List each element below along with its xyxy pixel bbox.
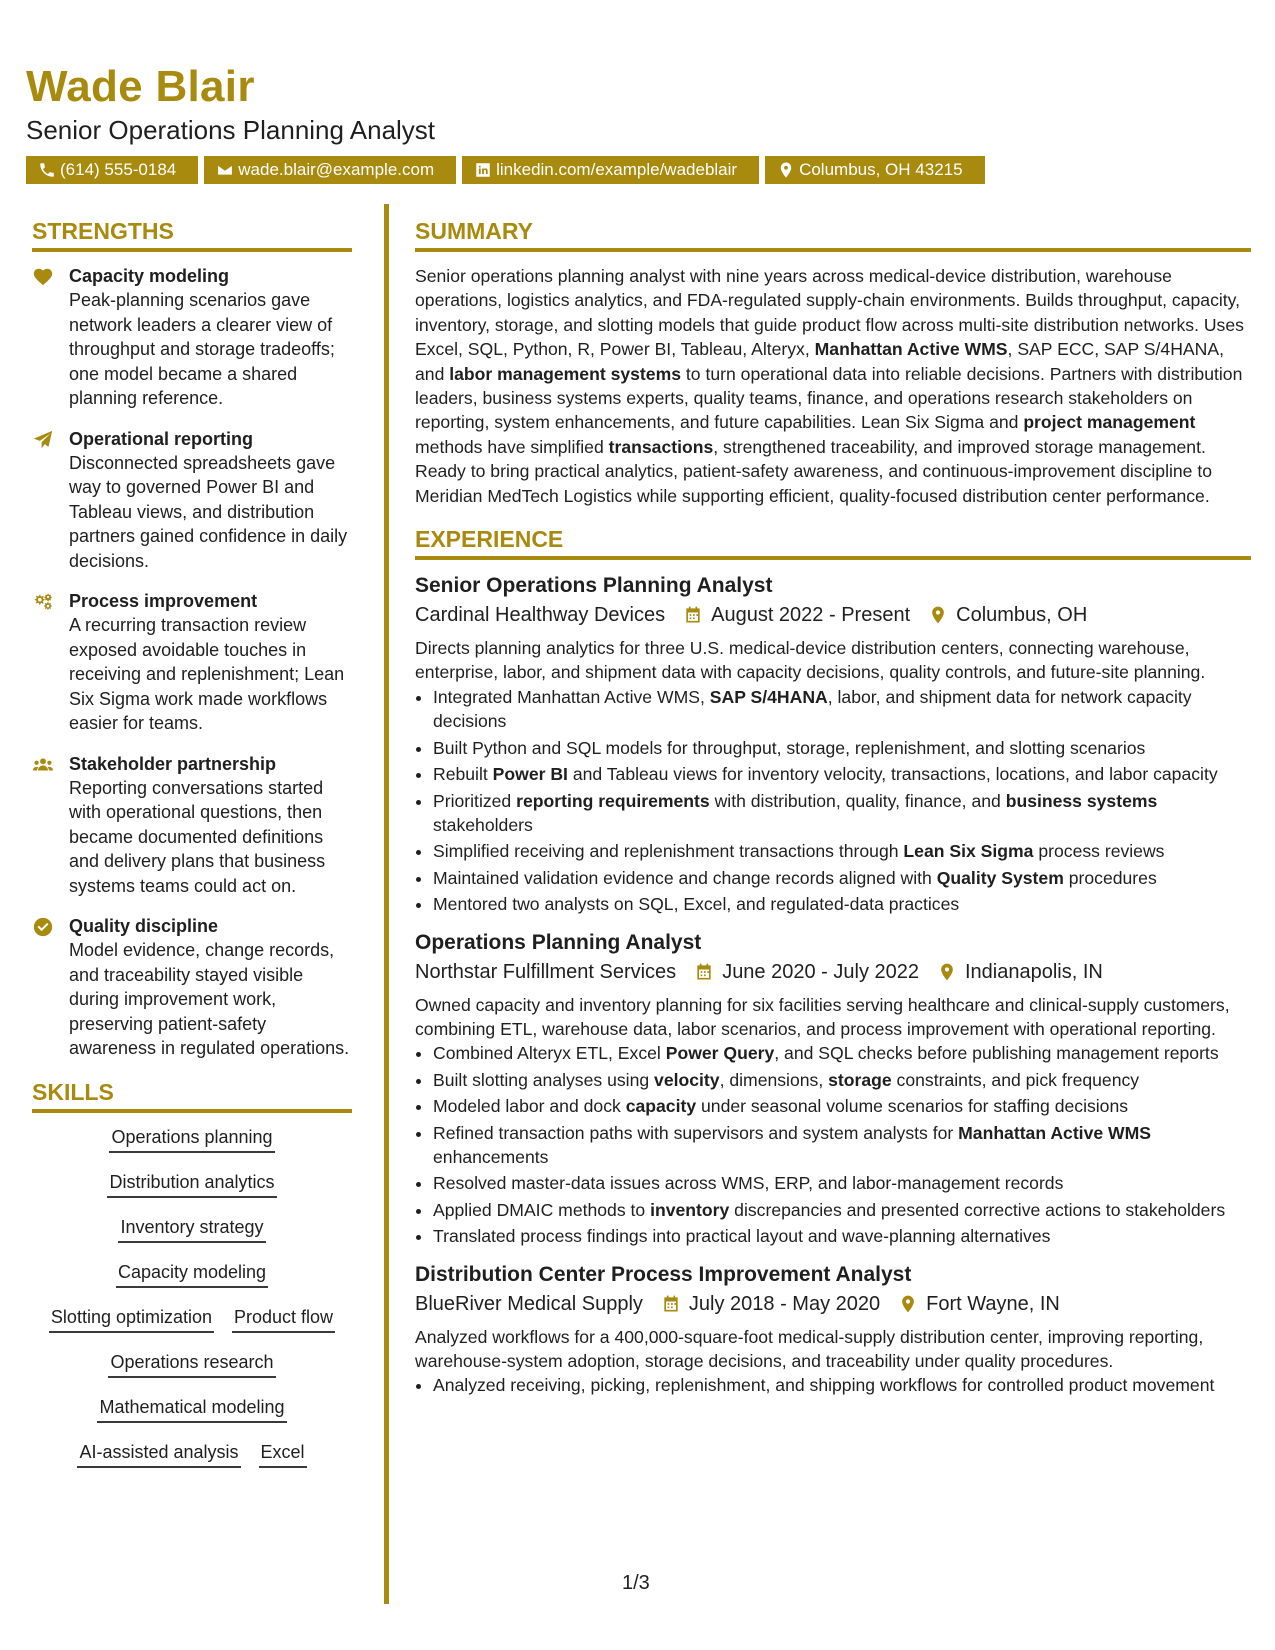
calendar-icon-wrap [661, 1294, 689, 1314]
contact-phone-text: (614) 555-0184 [60, 160, 177, 179]
text-span: stakeholders [433, 814, 533, 835]
job-location: Columbus, OH [956, 604, 1088, 627]
job-dates: June 2020 - July 2022 [722, 960, 919, 983]
strength-item [32, 264, 352, 411]
strengths-heading: STRENGTHS [32, 216, 352, 252]
contact-location[interactable] [765, 156, 984, 184]
bullet-item [433, 1198, 1251, 1222]
bold-text: labor management systems [449, 363, 681, 384]
strength-title: Operational reporting [69, 428, 254, 449]
text-span: and Tableau views for inventory velocity, transactions, locations, and labor capacity [567, 764, 1218, 785]
bold-text: capacity [625, 1096, 697, 1117]
candidate-title: Senior Operations Planning Analyst [26, 115, 436, 145]
strength-item [32, 589, 352, 736]
summary-heading: SUMMARY [415, 216, 1251, 252]
text-span: Applied DMAIC methods to [433, 1199, 651, 1220]
strength-title: Stakeholder partnership [69, 753, 277, 774]
text-span: Integrated Manhattan Active WMS, [433, 686, 710, 707]
text-span: to turn operational data into reliable decisions. Partners with distribution leaders, business systems experts, quality teams, finance, and operations research stakeholders on reporting, system enhancements, and future capabilities. Lean Six Sigma and [415, 363, 1243, 433]
job-meta [415, 1289, 1251, 1319]
text-span: constraints, and pick frequency [891, 1069, 1140, 1090]
text-span: enhancements [433, 1146, 549, 1167]
skill-row [32, 1305, 352, 1333]
text-span: with distribution, quality, finance, and [709, 790, 1006, 811]
bold-text: Power BI [492, 764, 568, 785]
users-icon [32, 754, 54, 776]
text-span: Resolved master-data issues across WMS, ERP, and labor-management records [433, 1173, 1064, 1194]
experience-list [415, 572, 1251, 1398]
map-pin-icon-wrap [928, 605, 956, 625]
candidate-name: Wade Blair [26, 62, 255, 111]
strength-desc: Model evidence, change records, and traceability stayed visible during improvement work, preserving patient-safety awareness in regulated operations. [69, 940, 350, 1058]
map-pin-icon [937, 962, 957, 982]
skill-row [32, 1215, 352, 1243]
strength-item [32, 914, 352, 1061]
text-span: Rebuilt [433, 764, 493, 785]
bullet-item [433, 1224, 1251, 1248]
contact-linkedin-text: linkedin.com/example/wadeblair [496, 160, 738, 179]
envelope-icon [216, 161, 234, 179]
job-company: Northstar Fulfillment Services [415, 960, 677, 983]
bullet-item [433, 866, 1251, 890]
contact-email-text: wade.blair@example.com [238, 160, 435, 179]
calendar-icon [661, 1294, 681, 1314]
contact-location-text: Columbus, OH 43215 [799, 160, 963, 179]
skill-tag: Slotting optimization [49, 1305, 214, 1333]
bold-text: inventory [650, 1199, 730, 1220]
job-title: Operations Planning Analyst [415, 930, 702, 954]
strength-title: Quality discipline [69, 916, 219, 936]
calendar-icon-wrap [694, 962, 722, 982]
text-span: Analyzed receiving, picking, replenishment, and shipping workflows for controlled product movement [433, 1375, 1215, 1396]
bullet-item [433, 892, 1251, 916]
column-divider [384, 204, 389, 1604]
check-circle-icon [32, 916, 54, 938]
bold-text: Manhattan Active WMS [814, 339, 1008, 360]
text-span: Simplified receiving and replenishment transactions through [433, 841, 904, 862]
text-span: , dimensions, [719, 1069, 829, 1090]
bold-text: velocity [654, 1069, 720, 1090]
text-span: Mentored two analysts on SQL, Excel, and regulated-data practices [433, 894, 960, 915]
bold-text: Manhattan Active WMS [958, 1122, 1152, 1143]
map-pin-icon [898, 1294, 918, 1314]
skill-row [32, 1260, 352, 1288]
job-description: Analyzed workflows for a 400,000-square-foot medical-supply distribution center, improving reporting, warehouse-system adoption, storage decisions, and traceability under quality procedures. [415, 1326, 1204, 1371]
text-span: under seasonal volume scenarios for staffing decisions [696, 1096, 1129, 1117]
skills-list [32, 1125, 352, 1468]
skill-tag: Distribution analytics [107, 1170, 276, 1198]
contact-linkedin[interactable] [462, 156, 759, 184]
text-span: Senior operations planning analyst with nine years across medical-device distribution, warehouse operations, logistics analytics, and FDA-regulated supply-chain environments. Builds throughput, capacity, inventory, storage, and slotting models that guide product flow across multi-site distribution networks. Uses Excel, SQL, Python, R, Power BI, Tableau, Alteryx, [415, 266, 1244, 360]
text-span: Modeled labor and dock [433, 1096, 626, 1117]
bold-text: Power Query [665, 1043, 775, 1064]
skill-row [32, 1125, 352, 1153]
text-span: Combined Alteryx ETL, Excel [433, 1043, 666, 1064]
experience-heading: EXPERIENCE [415, 524, 1251, 560]
text-span: , strengthened traceability, and improved storage management. Ready to bring practical analytics, patient-safety awareness, and continuous-improvement discipline to Meridian MedTech Logistics while supporting efficient, quality-focused distribution center performance. [415, 436, 1213, 506]
strength-desc: Disconnected spreadsheets gave way to governed Power BI and Tableau views, and distribution partners gained confidence in daily decisions. [69, 452, 348, 571]
text-span: , and SQL checks before publishing management reports [774, 1043, 1219, 1064]
calendar-icon-wrap [683, 605, 711, 625]
text-span: Refined transaction paths with supervisors and system analysts for [433, 1122, 959, 1143]
job-entry [415, 929, 1251, 1249]
linkedin-icon [474, 161, 492, 179]
text-span: methods have simplified [415, 436, 609, 457]
job-company: Cardinal Healthway Devices [415, 604, 666, 627]
bold-text: reporting requirements [516, 790, 710, 811]
skill-tag: Capacity modeling [116, 1260, 268, 1288]
bullet-item [433, 762, 1251, 786]
bold-text: SAP S/4HANA [709, 686, 828, 707]
skill-row [32, 1440, 352, 1468]
skill-tag: Operations planning [109, 1125, 274, 1153]
right-column [415, 216, 1251, 1410]
resume-header [26, 62, 1246, 184]
calendar-icon [694, 962, 714, 982]
bold-text: transactions [608, 436, 714, 457]
strength-item [32, 427, 352, 574]
job-location: Indianapolis, IN [965, 960, 1103, 983]
phone-icon [38, 161, 56, 179]
job-meta [415, 957, 1251, 987]
bullet-item [433, 789, 1251, 838]
map-pin-icon-wrap [898, 1294, 926, 1314]
bullet-item [433, 736, 1251, 760]
strength-desc: Peak-planning scenarios gave network leaders a clearer view of throughput and storage tradeoffs; one model became a shared planning reference. [69, 290, 335, 408]
job-bullets [415, 685, 1251, 917]
left-column [32, 216, 352, 1485]
bold-text: storage [828, 1069, 892, 1090]
heart-icon [32, 266, 54, 288]
bullet-item [433, 1373, 1251, 1397]
job-location: Fort Wayne, IN [926, 1292, 1060, 1315]
skill-tag: AI-assisted analysis [77, 1440, 240, 1468]
map-pin-icon-wrap [937, 962, 965, 982]
contact-phone[interactable] [26, 156, 198, 184]
bold-text: business systems [1005, 790, 1158, 811]
contact-email[interactable] [204, 156, 456, 184]
page-number: 1/3 [622, 1572, 650, 1594]
skill-row [32, 1395, 352, 1423]
skill-tag: Operations research [108, 1350, 275, 1378]
job-entry [415, 1261, 1251, 1398]
bullet-item [433, 685, 1251, 734]
text-span: , labor, and shipment data for network capacity decisions [433, 686, 1192, 732]
map-pin-icon [928, 605, 948, 625]
job-meta [415, 600, 1251, 630]
job-description: Directs planning analytics for three U.S. medical-device distribution centers, connecting warehouse, enterprise, labor, and shipment data with capacity decisions, quality controls, and future-site planning. [415, 638, 1206, 683]
text-span: Maintained validation evidence and change records aligned with [433, 867, 937, 888]
skill-tag: Excel [259, 1440, 307, 1468]
bullet-item [433, 1094, 1251, 1118]
bold-text: Lean Six Sigma [903, 841, 1034, 862]
paper-plane-icon [32, 429, 54, 451]
job-company: BlueRiver Medical Supply [415, 1292, 643, 1315]
job-dates: July 2018 - May 2020 [688, 1292, 881, 1315]
bold-text: project management [1023, 412, 1196, 433]
bullet-item [433, 839, 1251, 863]
job-bullets [415, 1373, 1251, 1397]
map-pin-icon [777, 161, 795, 179]
text-span: Built Python and SQL models for throughput, storage, replenishment, and slotting scenarios [433, 737, 1146, 758]
text-span: Translated process findings into practical layout and wave-planning alternatives [433, 1226, 1051, 1247]
job-title: Distribution Center Process Improvement Analyst [415, 1262, 912, 1286]
text-span: Prioritized [433, 790, 517, 811]
job-dates: August 2022 - Present [711, 604, 911, 627]
bullet-item [433, 1121, 1251, 1170]
skill-tag: Product flow [232, 1305, 335, 1333]
contact-bar [26, 156, 1246, 184]
strength-title: Process improvement [69, 591, 258, 611]
text-span: process reviews [1033, 841, 1165, 862]
job-description: Owned capacity and inventory planning for six facilities serving healthcare and clinical-supply customers, combining ETL, warehouse data, labor scenarios, and process improvement with operational reporting. [415, 994, 1230, 1039]
text-span: Built slotting analyses using [433, 1069, 655, 1090]
gears-icon [32, 591, 54, 613]
text-span: discrepancies and presented corrective actions to stakeholders [729, 1199, 1226, 1220]
strength-title: Capacity modeling [69, 266, 230, 286]
calendar-icon [683, 605, 703, 625]
job-title: Senior Operations Planning Analyst [415, 574, 773, 598]
skill-row [32, 1170, 352, 1198]
bold-text: Quality System [936, 867, 1064, 888]
strength-desc: A recurring transaction review exposed avoidable touches in receiving and replenishment; Lean Six Sigma work made workflows easier for teams. [69, 615, 345, 733]
summary-text [415, 264, 1251, 508]
skill-tag: Mathematical modeling [97, 1395, 286, 1423]
bullet-item [433, 1041, 1251, 1065]
skills-heading: SKILLS [32, 1077, 352, 1113]
skill-tag: Inventory strategy [118, 1215, 265, 1243]
skill-row [32, 1350, 352, 1378]
strength-item [32, 752, 352, 899]
job-entry [415, 572, 1251, 916]
strength-desc: Reporting conversations started with operational questions, then became documented definitions and delivery plans that business systems teams could act on. [69, 777, 326, 896]
bullet-item [433, 1068, 1251, 1092]
job-bullets [415, 1041, 1251, 1248]
bullet-item [433, 1171, 1251, 1195]
text-span: procedures [1063, 867, 1157, 888]
text-span: , SAP ECC, SAP S/4HANA, and [415, 339, 1224, 384]
